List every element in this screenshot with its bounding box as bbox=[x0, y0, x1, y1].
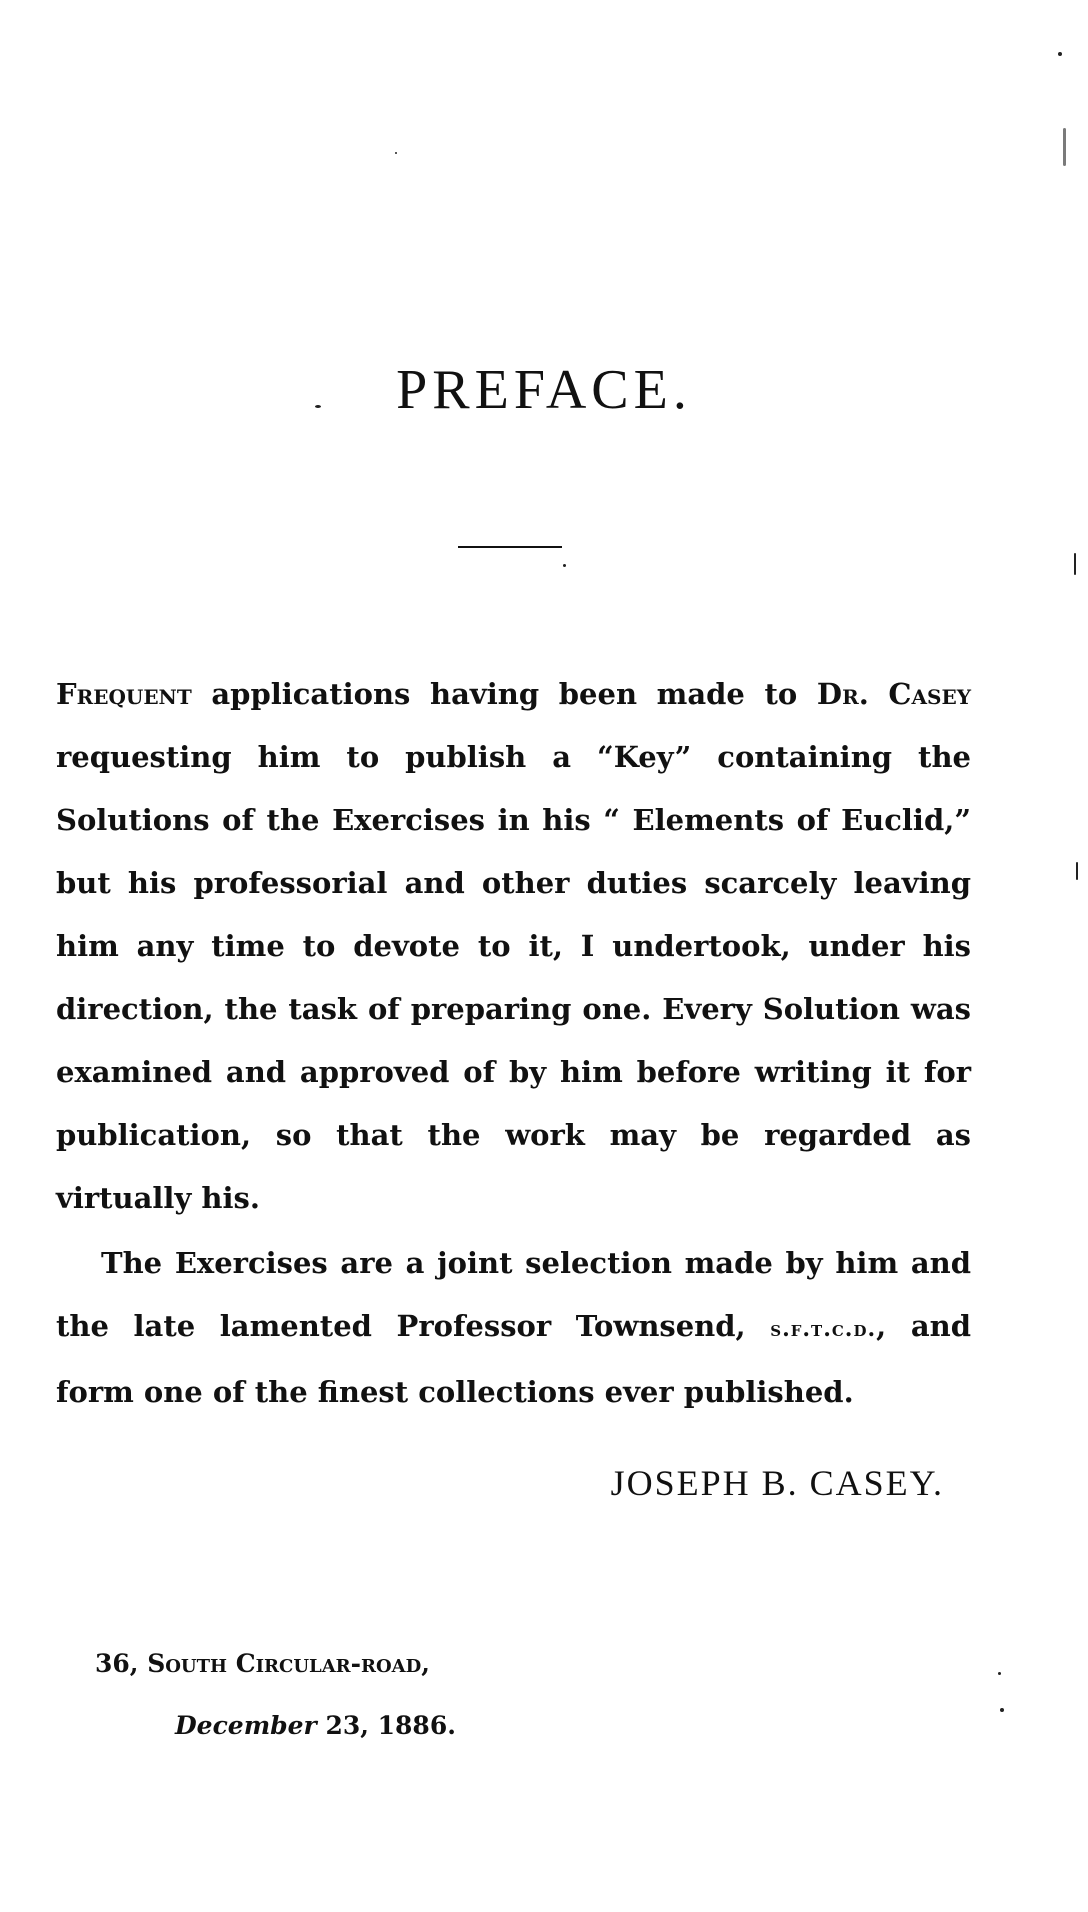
street-address: 36, South Circular-road, bbox=[95, 1649, 430, 1678]
page-title: PREFACE. bbox=[396, 359, 692, 421]
paragraph-1-text-a: applications having been made to bbox=[191, 677, 817, 711]
scan-speck bbox=[998, 1672, 1001, 1675]
scan-speck bbox=[1074, 553, 1076, 575]
paragraph-1-lead: Frequent bbox=[56, 677, 192, 711]
date-rest: 23, 1886. bbox=[316, 1711, 456, 1740]
scan-speck bbox=[1063, 128, 1066, 166]
paragraph-1-text-b: requesting him to publish a “Key” containing the Solutions of the Exercises in his “ Elements of Euclid,” but his professorial and other duties scarcely leaving him any time to devote to it, I undertook, under his direction, the task of preparing one. Every Solution was examined and approved of by him before writing it for publication, so that the work may be regarded as virtually his. bbox=[56, 740, 971, 1215]
address-line bbox=[95, 1633, 456, 1695]
scan-speck bbox=[563, 564, 566, 567]
preface-body bbox=[56, 663, 971, 1424]
scan-speck bbox=[315, 405, 321, 408]
author-name-dr-casey: Dr. Casey bbox=[816, 677, 971, 711]
scan-speck bbox=[1076, 862, 1078, 880]
signature: JOSEPH B. CASEY. bbox=[610, 1463, 944, 1503]
address-block bbox=[95, 1633, 456, 1757]
paragraph-1 bbox=[56, 663, 971, 1230]
scan-speck bbox=[395, 152, 397, 154]
date-line bbox=[95, 1695, 456, 1757]
paragraph-2-text-b: , and form one of the finest collections ever published. bbox=[56, 1309, 971, 1409]
date-month: December bbox=[175, 1711, 317, 1740]
paragraph-2 bbox=[56, 1232, 971, 1424]
paragraph-2-text-a: The Exercises are a joint selection made by him and the late lamented Professor Townsend, bbox=[56, 1246, 971, 1343]
title-divider bbox=[458, 546, 562, 548]
scan-speck bbox=[1058, 52, 1062, 56]
scan-speck bbox=[1000, 1708, 1004, 1712]
degree-abbreviation: s.f.t.c.d. bbox=[770, 1316, 877, 1342]
